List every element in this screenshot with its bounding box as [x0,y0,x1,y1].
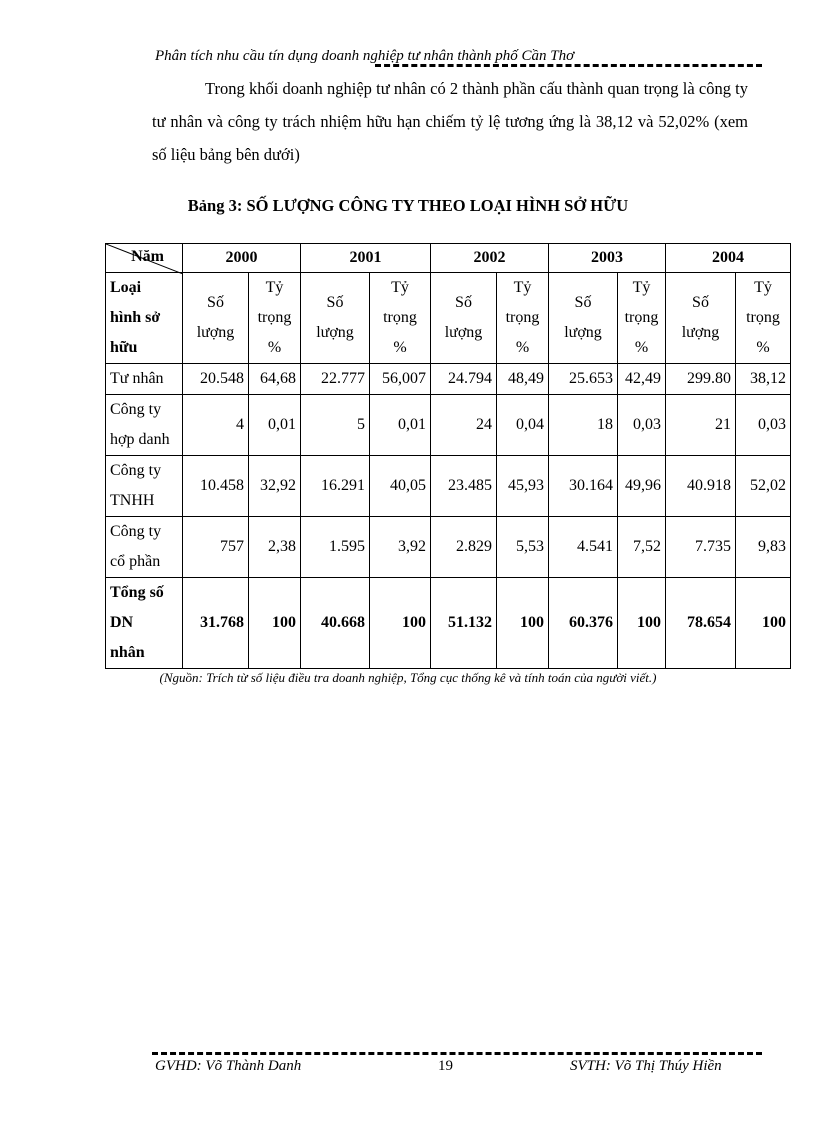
table-cell: 4.541 [549,517,618,578]
table-cell: 0,03 [736,395,791,456]
table-cell: 38,12 [736,364,791,395]
table-cell: 40.668 [301,578,370,669]
line: Công ty [110,401,162,418]
line: % [267,339,282,356]
line: nhân [110,644,145,661]
footer-page-number: 19 [438,1058,453,1074]
line: % [756,339,770,356]
footer-divider [152,1052,762,1055]
line: hữu [110,339,138,356]
table-corner-cell [106,244,183,273]
table-cell: 48,49 [497,364,549,395]
line: trọng [624,309,659,326]
line: Công ty [110,462,162,479]
table-cell: 52,02 [736,456,791,517]
table-row [106,517,791,578]
table-cell: 31.768 [183,578,249,669]
table-cell: 40.918 [666,456,736,517]
year-2004-header: 2004 [666,244,791,273]
table-cell: 20.548 [183,364,249,395]
subheader-share [497,273,549,364]
line: hợp danh [110,431,170,448]
line: TNHH [110,492,155,509]
table-cell: 100 [736,578,791,669]
table-cell: 0,01 [370,395,431,456]
line: Tư nhân [110,370,164,387]
year-2001-header: 2001 [301,244,431,273]
subheader-share [370,273,431,364]
table-cell: 42,49 [618,364,666,395]
table-cell: 757 [183,517,249,578]
line: hình sở [110,309,161,326]
row-label [106,364,183,395]
table-cell: 0,01 [249,395,301,456]
table-cell: 51.132 [431,578,497,669]
table-cell: 25.653 [549,364,618,395]
line: % [393,339,407,356]
line: lượng [316,324,354,341]
body-paragraph: Trong khối doanh nghiệp tư nhân có 2 thành phần cấu thành quan trọng là công ty tư nhân và công ty trách nhiệm hữu hạn chiếm tỷ lệ tương ứng là 38,12 và 52,02% (xem số liệu bảng bên dưới) [152,79,748,164]
table-cell: 100 [370,578,431,669]
row-label [106,456,183,517]
table-cell: 49,96 [618,456,666,517]
line: lượng [196,324,235,341]
table-cell: 32,92 [249,456,301,517]
line: Tỷ [513,279,532,296]
table-row [106,395,791,456]
table-cell: 24 [431,395,497,456]
running-header-title: Phân tích nhu cầu tín dụng doanh nghiệp tư nhân thành phố Cần Thơ [155,48,575,64]
line: Số [326,294,344,311]
line: Tỷ [632,279,651,296]
subheader-count [666,273,736,364]
subheader-count [301,273,370,364]
line: Số [692,294,709,311]
table-cell: 299.80 [666,364,736,395]
table-cell: 7,52 [618,517,666,578]
line: Tổng số [110,584,164,601]
table-cell: 60.376 [549,578,618,669]
table-cell: 3,92 [370,517,431,578]
line: trọng [746,309,780,326]
table-cell: 18 [549,395,618,456]
table-cell: 100 [249,578,301,669]
table-cell: 9,83 [736,517,791,578]
table-source-note: (Nguồn: Trích từ số liệu điều tra doanh nghiệp, Tổng cục thống kê và tính toán của người viết.) [159,670,657,685]
line: Loại [110,279,142,296]
table-cell: 100 [618,578,666,669]
line: Tỷ [391,279,409,296]
subheader-share [736,273,791,364]
table-cell: 2,38 [249,517,301,578]
table-cell: 7.735 [666,517,736,578]
line: Tỷ [754,279,772,296]
table-cell: 64,68 [249,364,301,395]
corner-type-label [106,273,183,364]
table-cell: 16.291 [301,456,370,517]
table-cell: 100 [497,578,549,669]
footer-advisor: GVHD: Võ Thành Danh [155,1058,302,1074]
table-cell: 10.458 [183,456,249,517]
table-cell: 22.777 [301,364,370,395]
line: trọng [383,309,417,326]
table-cell: 45,93 [497,456,549,517]
table-row [106,456,791,517]
subheader-share [249,273,301,364]
table-cell: 56,007 [370,364,431,395]
line: lượng [681,324,720,341]
table-cell: 1.595 [301,517,370,578]
row-label [106,517,183,578]
line: Số [207,294,224,311]
line: Số [574,294,592,311]
footer-student: SVTH: Võ Thị Thúy Hiền [570,1058,722,1074]
line: % [515,339,530,356]
line: cổ phần [110,553,161,570]
table-cell: 0,04 [497,395,549,456]
table-cell: 23.485 [431,456,497,517]
header-divider [375,64,762,67]
row-label [106,395,183,456]
subheader-share [618,273,666,364]
line: trọng [505,309,540,326]
table-row [106,578,791,669]
subheader-count [431,273,497,364]
table-cell: 4 [183,395,249,456]
year-2003-header: 2003 [549,244,666,273]
line: Công ty [110,523,162,540]
line: DN [110,614,134,631]
ownership-table [105,243,791,669]
table-subheader-row [106,273,791,364]
subheader-count [183,273,249,364]
table-cell: 5,53 [497,517,549,578]
table-cell: 30.164 [549,456,618,517]
year-2002-header: 2002 [431,244,549,273]
corner-year-label: Năm [131,248,164,265]
table-cell: 2.829 [431,517,497,578]
line: lượng [564,324,602,341]
table-title: Bảng 3: SỐ LƯỢNG CÔNG TY THEO LOẠI HÌNH SỞ HỮU [187,196,629,215]
year-2000-header: 2000 [183,244,301,273]
line: trọng [257,309,292,326]
table-cell: 5 [301,395,370,456]
row-label [106,578,183,669]
subheader-count [549,273,618,364]
table-cell: 78.654 [666,578,736,669]
line: % [634,339,649,356]
table-cell: 24.794 [431,364,497,395]
table-cell: 40,05 [370,456,431,517]
line: Số [455,294,472,311]
table-cell: 21 [666,395,736,456]
table-cell: 0,03 [618,395,666,456]
line: lượng [444,324,483,341]
table-year-header-row [106,244,791,273]
table-row [106,364,791,395]
line: Tỷ [265,279,284,296]
